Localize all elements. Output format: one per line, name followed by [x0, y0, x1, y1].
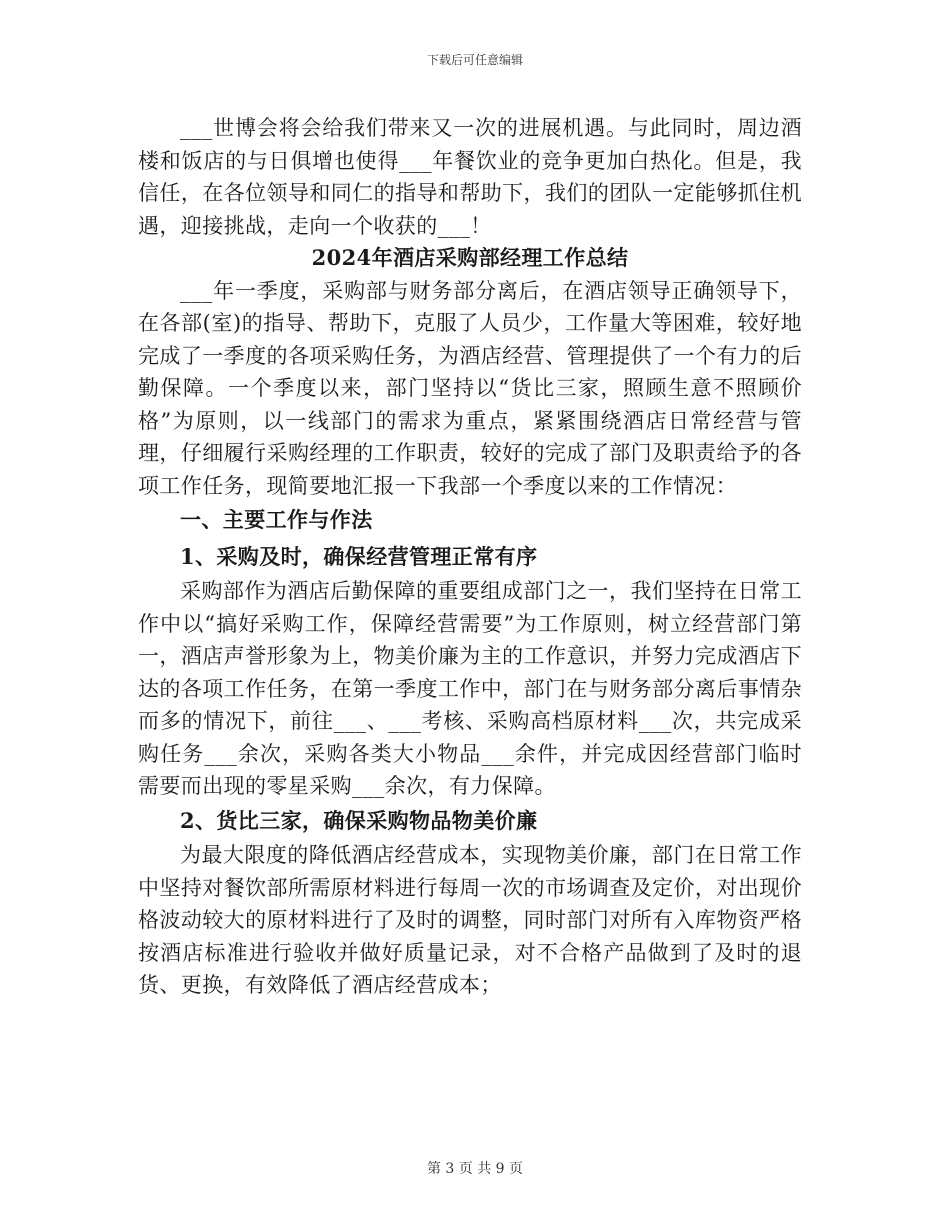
- page-header: 下载后可任意编辑: [426, 53, 523, 67]
- subsection-heading-1: 1、采购及时，确保经营管理正常有序: [180, 543, 538, 569]
- subsection-heading-2: 2、货比三家，确保采购物品物美价廉: [180, 807, 538, 833]
- document-title: 2024年酒店采购部经理工作总结: [311, 245, 629, 270]
- subsection-body-1: 采购部作为酒店后勤保障的重要组成部门之一，我们坚持在日常工作中以“搞好采购工作，保障经营需要”为工作原则，树立经营部门第一，酒店声誉形象为上，物美价廉为主的工作意识，并努力完成酒店下达的各项工作任务，在第一季度工作中，部门在与财务部分离后事情杂而多的情况下，前往___、___考核、采购高档原材料___次，共完成采购任务___余次，采购各类大小物品___余件，并完成因经营部门临时需要而出现的零星采购___余次，有力保障。: [138, 579, 802, 798]
- section-heading: 一、主要工作与作法: [180, 507, 373, 532]
- document-body: [138, 112, 802, 1002]
- opening-paragraph: ___年一季度，采购部与财务部分离后，在酒店领导正确领导下，在各部(室)的指导、帮助下，克服了人员少，工作量大等困难，较好地完成了一季度的各项采购任务，为酒店经营、管理提供了一个有力的后勤保障。一个季度以来，部门坚持以“货比三家，照顾生意不照顾价格”为原则，以一线部门的需求为重点，紧紧围绕酒店日常经营与管理，仔细履行采购经理的工作职责，较好的完成了部门及职责给予的各项工作任务，现简要地汇报一下我部一个季度以来的工作情况：: [138, 278, 802, 498]
- intro-paragraph: ___世博会将会给我们带来又一次的进展机遇。与此同时，周边酒楼和饭店的与日俱增也使得___年餐饮业的竞争更加白热化。但是，我信任，在各位领导和同仁的指导和帮助下，我们的团队一定能够抓住机遇，迎接挑战，走向一个收获的___！: [138, 116, 802, 238]
- subsection-body-2: 为最大限度的降低酒店经营成本，实现物美价廉，部门在日常工作中坚持对餐饮部所需原材料进行每周一次的市场调查及定价，对出现价格波动较大的原材料进行了及时的调整，同时部门对所有入库物资严格按酒店标准进行验收并做好质量记录，对不合格产品做到了及时的退货、更换，有效降低了酒店经营成本；: [138, 843, 802, 997]
- page-footer: 第 3 页 共 9 页: [426, 1161, 524, 1177]
